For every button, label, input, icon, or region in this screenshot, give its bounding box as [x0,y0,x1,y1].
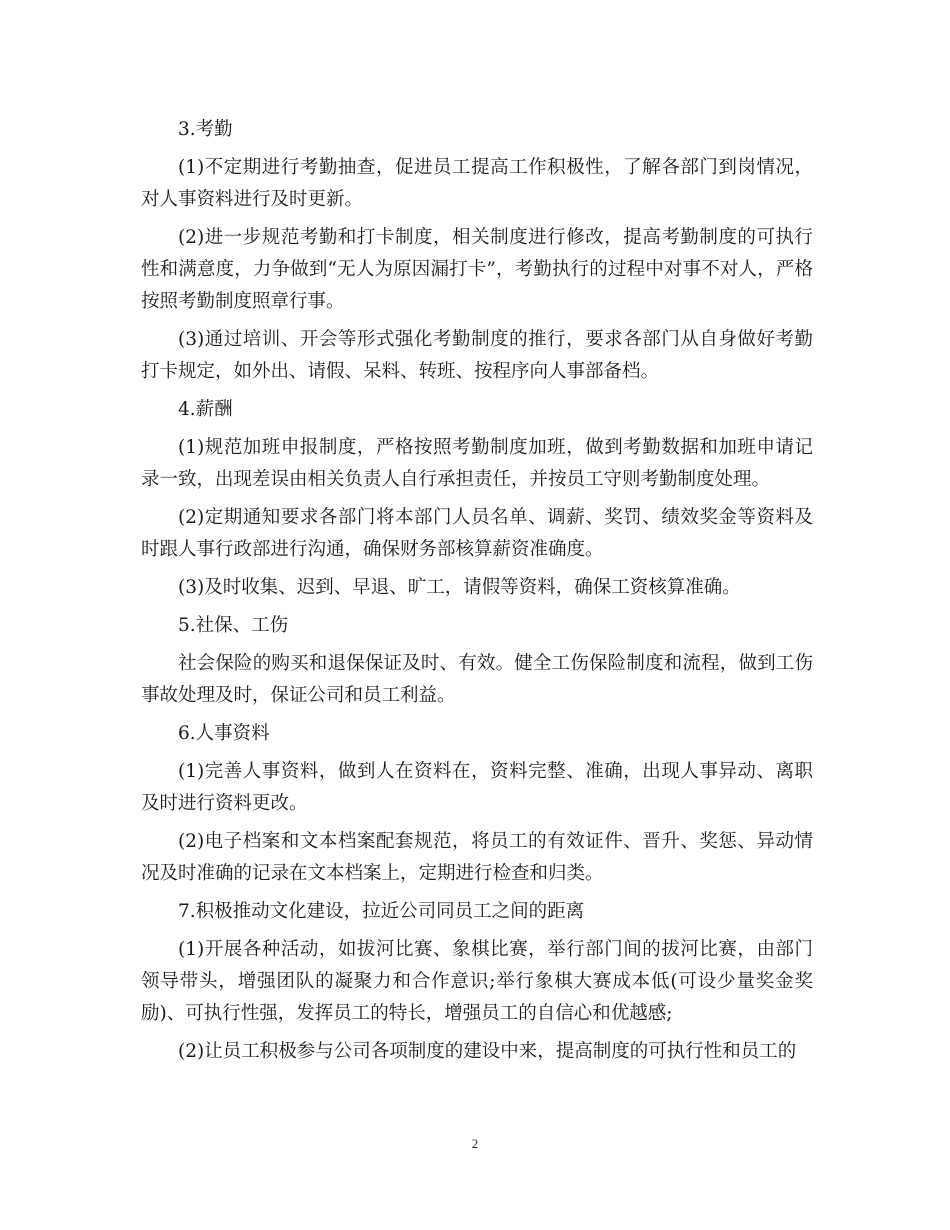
section-heading-social-insurance: 5.社保、工伤 [178,615,289,636]
paragraph: (2)让员工积极参与公司各项制度的建设中来，提高制度的可执行性和员工的 [178,1041,797,1062]
section-heading-salary: 4.薪酬 [178,399,233,420]
section-heading-attendance: 3.考勤 [178,119,233,140]
section-heading-personnel-records: 6.人事资料 [178,723,270,744]
paragraph: (1)规范加班申报制度，严格按照考勤制度加班，做到考勤数据和加班申请记录一致，出现差误由相关负责人自行承担责任，并按员工守则考勤制度处理。 [141,437,813,490]
paragraph: (1)完善人事资料，做到人在资料在，资料完整、准确，出现人事异动、离职及时进行资料更改。 [141,761,813,814]
paragraph: (2)进一步规范考勤和打卡制度，相关制度进行修改，提高考勤制度的可执行性和满意度，力争做到“无人为原因漏打卡”，考勤执行的过程中对事不对人，严格按照考勤制度照章行事。 [141,227,813,312]
paragraph: (2)电子档案和文本档案配套规范，将员工的有效证件、晋升、奖惩、异动情况及时准确的记录在文本档案上，定期进行检查和归类。 [141,831,813,884]
page-number: 2 [471,1136,479,1151]
paragraph: (1)不定期进行考勤抽查，促进员工提高工作积极性，了解各部门到岗情况，对人事资料进行及时更新。 [141,157,813,210]
paragraph: (2)定期通知要求各部门将本部门人员名单、调薪、奖罚、绩效奖金等资料及时跟人事行政部进行沟通，确保财务部核算薪资准确度。 [141,507,813,560]
paragraph: (1)开展各种活动，如拔河比赛、象棋比赛，举行部门间的拔河比赛，由部门领导带头，增强团队的凝聚力和合作意识;举行象棋大赛成本低(可设少量奖金奖励)、可执行性强，发挥员工的特长，增强员工的自信心和优越感; [141,939,813,1024]
section-heading-culture: 7.积极推动文化建设，拉近公司同员工之间的距离 [178,901,585,922]
paragraph: 社会保险的购买和退保保证及时、有效。健全工伤保险制度和流程，做到工伤事故处理及时，保证公司和员工利益。 [141,653,813,706]
paragraph: (3)及时收集、迟到、早退、旷工，请假等资料，确保工资核算准确。 [178,577,741,598]
paragraph: (3)通过培训、开会等形式强化考勤制度的推行，要求各部门从自身做好考勤打卡规定，如外出、请假、呆料、转班、按程序向人事部备档。 [141,329,813,382]
document-body [141,114,813,1068]
